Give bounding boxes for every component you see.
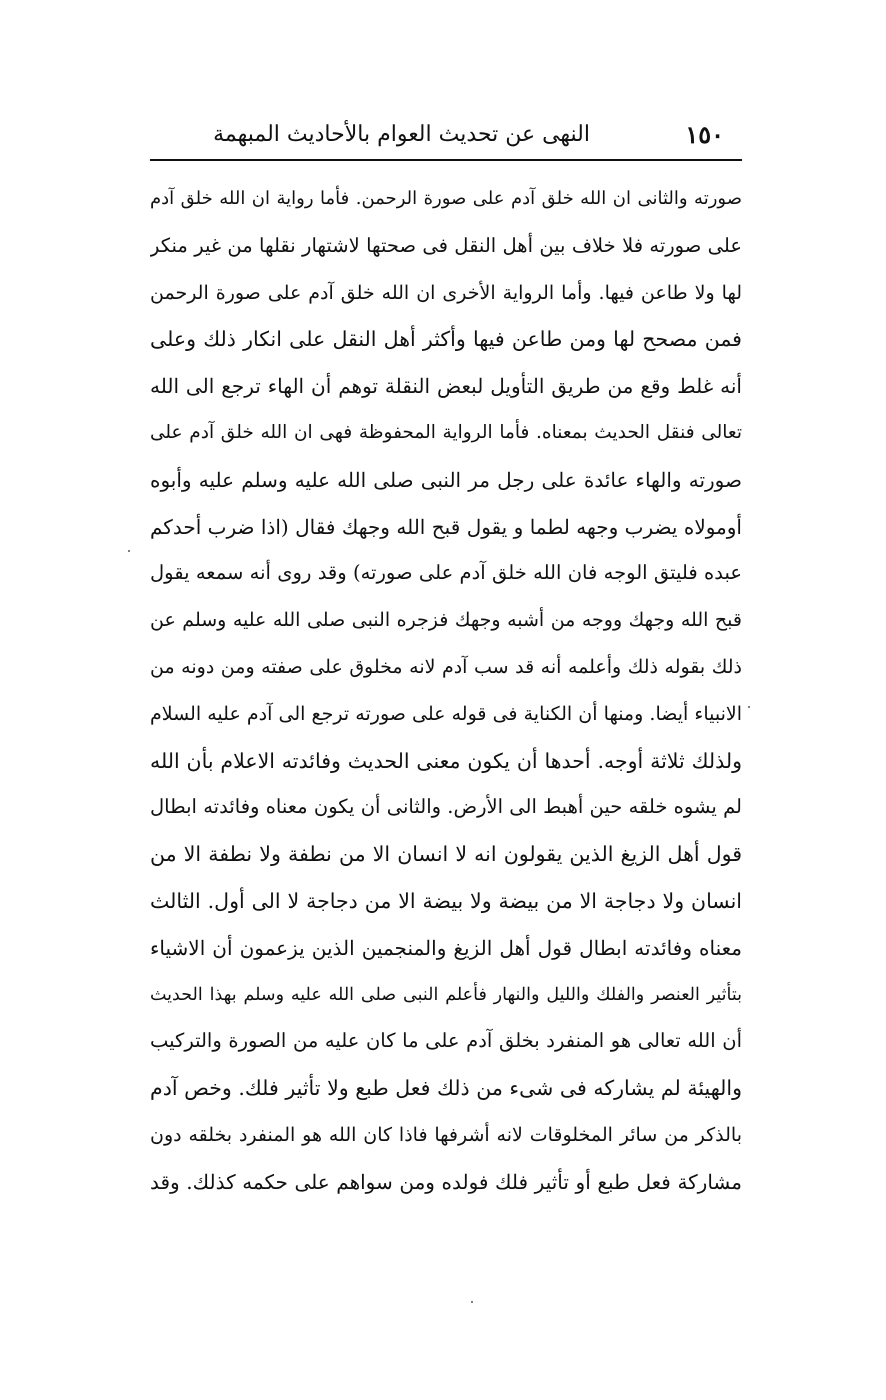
text-line: ذلك بقوله ذلك وأعلمه أنه قد سب آدم لانه مخلوق على صفته ومن دونه من [150,655,742,678]
page-number: ١٥٠ [685,120,724,149]
text-line: مشاركة فعل طبع أو تأثير فلك فولده ومن سواهم على حكمه كذلك. وقد [150,1169,742,1194]
text-line: ولذلك ثلاثة أوجه. أحدها أن يكون معنى الحديث وفائدته الاعلام بأن الله [150,748,742,773]
body-text [150,176,742,1206]
text-line: بالذكر من سائر المخلوقات لانه أشرفها فاذا كان الله هو المنفرد بخلقه دون [150,1123,742,1146]
scan-speck [128,550,130,552]
text-line: صورته والثانى ان الله خلق آدم على صورة الرحمن. فأما رواية ان الله خلق آدم [150,188,742,209]
text-line: انسان ولا دجاجة الا من بيضة ولا بيضة الا من دجاجة لا الى أول. الثالث [150,888,742,913]
running-title: النهى عن تحديث العوام بالأحاديث المبهمة [213,122,590,147]
text-line: بتأثير العنصر والفلك والليل والنهار فأعلم النبى صلى الله عليه وسلم بهذا الحديث [150,984,742,1005]
text-line: لها ولا طاعن فيها. وأما الرواية الأخرى ان الله خلق آدم على صورة الرحمن [150,281,742,304]
text-line: قبح الله وجهك ووجه من أشبه وجهك فزجره النبى صلى الله عليه وسلم عن [150,609,742,632]
text-line: أن الله تعالى هو المنفرد بخلق آدم على ما كان عليه من الصورة والتركيب [150,1029,742,1053]
text-line: فمن مصحح لها ومن طاعن فيها وأكثر أهل النقل على انكار ذلك وعلى [150,327,742,352]
text-line: على صورته فلا خلاف بين أهل النقل فى صحتها لاشتهار نقلها من غير منكر [150,233,742,257]
text-line: صورته والهاء عائدة على رجل مر النبى صلى الله عليه وسلم عليه وأبوه [150,467,742,492]
text-line: أنه غلط وقع من طريق التأويل لبعض النقلة توهم أن الهاء ترجع الى الله [150,374,742,399]
text-line: لم يشوه خلقه حين أهبط الى الأرض. والثانى أن يكون معناه وفائدته ابطال [150,795,742,819]
header-divider [150,159,742,161]
page-header [150,118,740,160]
text-line: تعالى فنقل الحديث بمعناه. فأما الرواية المحفوظة فهى ان الله خلق آدم على [150,421,742,443]
text-line: أومولاه يضرب وجهه لطما و يقول قبح الله وجهك فقال (اذا ضرب أحدكم [150,514,742,539]
text-line: قول أهل الزيغ الذين يقولون انه لا انسان الا من نطفة ولا نطفة الا من [150,842,742,867]
text-line: الانبياء أيضا. ومنها أن الكناية فى قوله على صورته ترجع الى آدم عليه السلام [150,702,742,725]
scan-speck [471,1301,473,1303]
text-line: معناه وفائدته ابطال قول أهل الزيغ والمنجمين الذين يزعمون أن الاشياء [150,935,742,960]
text-line: عبده فليتق الوجه فان الله خلق آدم على صورته) وقد روى أنه سمعه يقول [150,561,742,585]
scan-speck [748,706,750,708]
text-line: والهيئة لم يشاركه فى شىء من ذلك فعل طبع ولا تأثير فلك. وخص آدم [150,1076,742,1101]
